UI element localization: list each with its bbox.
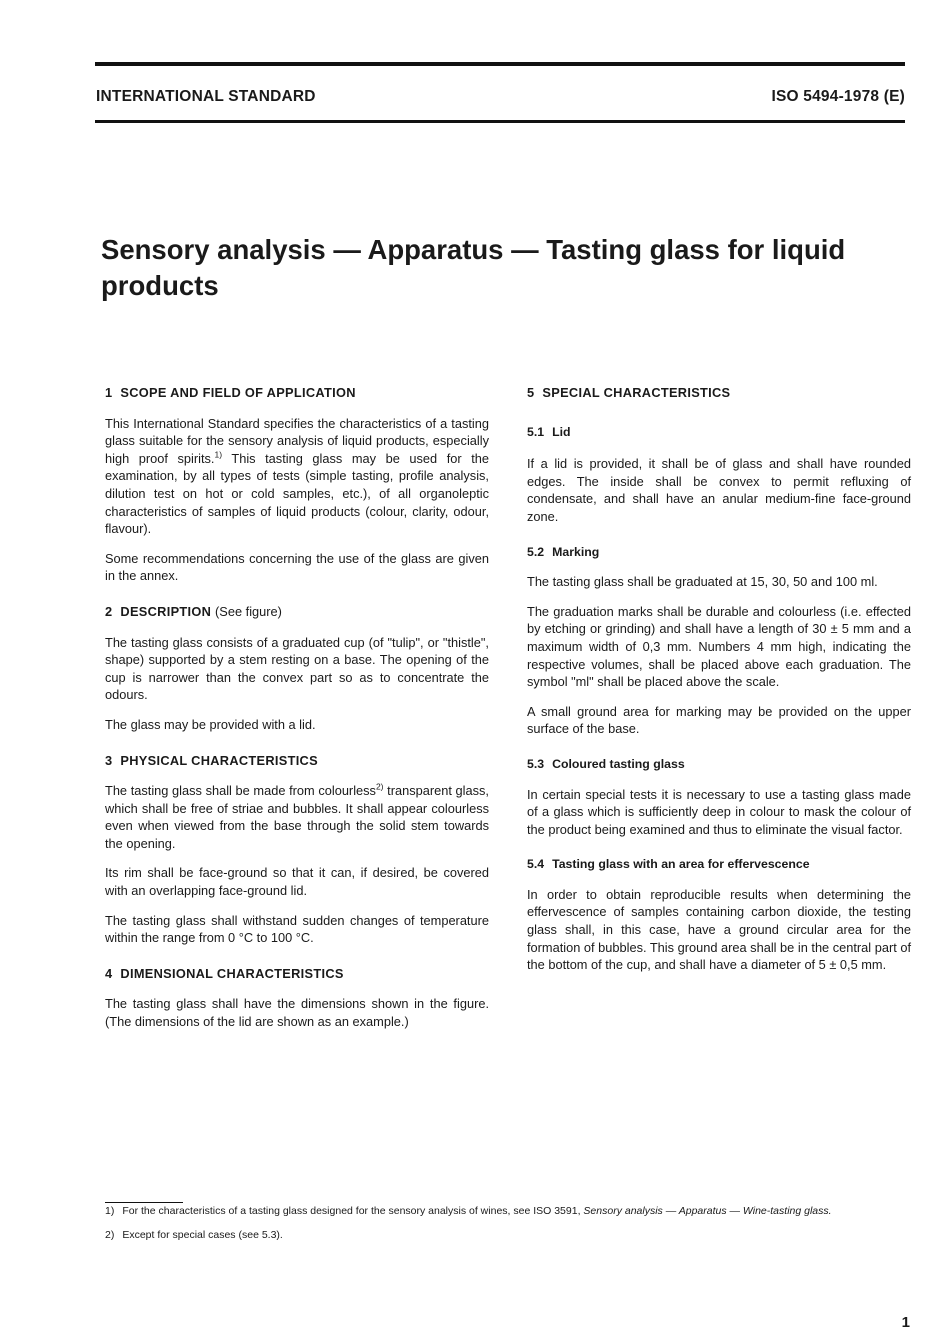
subsection-title: Coloured tasting glass <box>552 756 685 771</box>
left-column <box>105 384 489 1043</box>
footnote-1 <box>105 1204 911 1220</box>
subsection-5-4-paragraph-1: In order to obtain reproducible results when determining the effervescence of samples containing carbon dioxide, the testing glass shall, in this case, have a ground circular area for the formation of bubbles. This ground area shall be in the central part of the bottom of the cup, and shall have a diameter of 5 ± 0,5 mm. <box>527 886 911 973</box>
section-4-heading <box>105 965 489 983</box>
footnote-ref-2: 2) <box>375 781 384 792</box>
subsection-number: 5.4 <box>527 857 545 872</box>
section-3-heading <box>105 752 489 770</box>
section-number: 3 <box>105 752 113 768</box>
text: This International Standard specifies the characteristics of a tasting glass suitable for the sensory analysis of liquid products, especially high proof spirits. <box>105 415 489 466</box>
section-1-paragraph-1 <box>105 415 489 538</box>
right-column <box>527 384 911 986</box>
section-2 <box>105 603 489 734</box>
section-1-heading <box>105 384 489 402</box>
section-1 <box>105 384 489 585</box>
section-title: DIMENSIONAL CHARACTERISTICS <box>120 965 344 981</box>
section-2-paragraph-2: The glass may be provided with a lid. <box>105 716 316 732</box>
section-4-paragraph-1: The tasting glass shall have the dimensions shown in the figure. (The dimensions of the lid are shown as an example.) <box>105 996 489 1030</box>
text: transparent glass, which shall be free of striae and bubbles. It shall appear colourless even when viewed from the base through the solid stem towards the opening. <box>105 783 489 851</box>
section-number: 1 <box>105 385 113 400</box>
section-1-paragraph-2: Some recommendations concerning the use of the glass are given in the annex. <box>105 550 489 584</box>
footnote-ref-1: 1) <box>214 449 223 460</box>
footnote-number: 2) <box>105 1228 115 1241</box>
header-top-rule <box>95 62 905 66</box>
subsection-5-3-paragraph-1: In certain special tests it is necessary to use a tasting glass made of a glass which is sufficiently deep in colour to mask the colour of the product being examined and thus to eliminate the visual factor. <box>527 786 911 837</box>
section-3-paragraph-3: The tasting glass shall withstand sudden changes of temperature within the range from 0 °C to 100 °C. <box>105 912 489 946</box>
subsection-5-1-heading <box>527 424 911 442</box>
subsection-5-2-heading <box>527 544 911 562</box>
header-standard-number: ISO 5494-1978 (E) <box>771 88 905 105</box>
subsection-5-4-heading <box>527 856 911 874</box>
page-number: 1 <box>901 1314 910 1331</box>
section-number: 5 <box>527 385 535 400</box>
document-title: Sensory analysis — Apparatus — Tasting glass for liquid products <box>101 234 846 301</box>
subsection-number: 5.1 <box>527 424 545 439</box>
section-5-heading <box>527 384 911 402</box>
section-title: DESCRIPTION <box>120 603 212 619</box>
header-standard-type: INTERNATIONAL STANDARD <box>96 88 316 105</box>
footnote-number: 1) <box>105 1205 115 1217</box>
subsection-title: Lid <box>552 424 571 439</box>
footnote-cited-title: Sensory analysis — Apparatus — Wine-tasting glass. <box>583 1205 832 1217</box>
footnote-text: Except for special cases (see 5.3). <box>122 1228 283 1241</box>
section-number: 4 <box>105 965 113 981</box>
footnote-separator <box>105 1202 183 1203</box>
section-title: PHYSICAL CHARACTERISTICS <box>120 752 318 768</box>
text: The tasting glass shall be made from colourless <box>105 783 376 799</box>
figure-reference: (See figure) <box>215 603 282 619</box>
footnote-text: For the characteristics of a tasting glass designed for the sensory analysis of wines, see ISO 3591, <box>122 1205 584 1217</box>
section-4 <box>105 965 489 1031</box>
footnotes <box>105 1204 911 1251</box>
section-3-paragraph-2: Its rim shall be face-ground so that it can, if desired, be covered with an overlapping face-ground lid. <box>105 865 489 899</box>
subsection-number: 5.3 <box>527 756 545 771</box>
subsection-5-3-heading <box>527 756 911 774</box>
section-2-heading <box>105 603 489 621</box>
footnote-2 <box>105 1228 911 1244</box>
section-2-paragraph-1: The tasting glass consists of a graduated cup (of "tulip", or "thistle", shape) supported by a stem resting on a base. The opening of the cup is narrower than the convex part so as to concentrate the odours. <box>105 634 489 703</box>
subsection-5-2-paragraph-1: The tasting glass shall be graduated at 15, 30, 50 and 100 ml. <box>527 574 878 590</box>
section-number: 2 <box>105 603 113 619</box>
subsection-number: 5.2 <box>527 544 545 559</box>
section-3 <box>105 752 489 947</box>
subsection-5-2-paragraph-2: The graduation marks shall be durable and colourless (i.e. effected by etching or grinding) and shall have a length of 30 ± 5 mm and a maximum width of 0,3 mm. Numbers 4 mm high, indicating the respective volumes, shall be placed above each graduation. The symbol "ml" shall be placed above the scale. <box>527 603 911 690</box>
text: This tasting glass may be used for the examination, by all types of tests (simple tasting, profile analysis, dilution test on hot or cold samples, etc.), of all organoleptic characteristics of samples of liquid products (colour, clarity, odour, flavour). <box>105 450 489 537</box>
subsection-title: Marking <box>552 544 600 559</box>
section-title: SCOPE AND FIELD OF APPLICATION <box>120 385 356 400</box>
section-5 <box>527 384 911 974</box>
section-title: SPECIAL CHARACTERISTICS <box>542 385 731 400</box>
header-bottom-rule <box>95 120 905 123</box>
subsection-5-2-paragraph-3: A small ground area for marking may be provided on the upper surface of the base. <box>527 703 911 737</box>
section-3-paragraph-1 <box>105 782 489 852</box>
subsection-title: Tasting glass with an area for effervescence <box>552 857 810 872</box>
subsection-5-1-paragraph-1: If a lid is provided, it shall be of glass and shall have rounded edges. The inside shall be convex to permit refluxing of condensate, and shall have an anular medium-fine face-ground zone. <box>527 456 911 524</box>
